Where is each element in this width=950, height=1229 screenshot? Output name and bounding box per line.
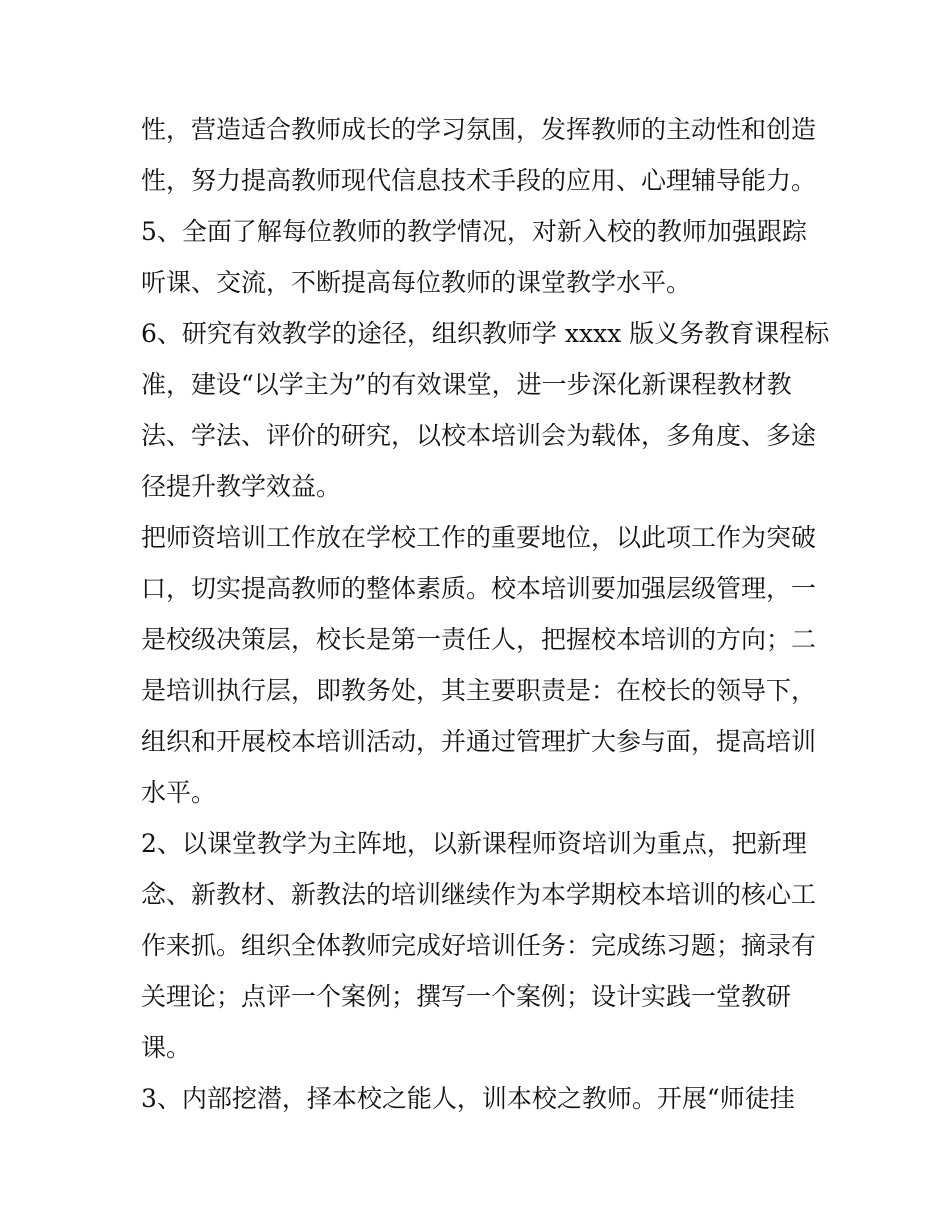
text-line-10: 口，切实提高教师的整体素质。校本培训要加强层级管理，一 [141,574,817,603]
text-line-7: 法、学法、评价的研究，以校本培训会为载体，多角度、多途 [141,421,817,450]
text-line-3: 5、全面了解每位教师的教学情况，对新入校的教师加强跟踪 [141,217,807,246]
text-line-18: 关理论；点评一个案例；撰写一个案例；设计实践一堂教研 [141,982,792,1011]
text-line-16: 念、新教材、新教法的培训继续作为本学期校本培训的核心工 [141,880,817,909]
text-line-19: 课。 [141,1033,192,1062]
text-line-20: 3、内部挖潜，择本校之能人，训本校之教师。开展“师徒挂 [141,1084,795,1113]
text-line-13: 组织和开展校本培训活动，并通过管理扩大参与面，提高培训 [141,727,817,756]
text-line-11: 是校级决策层，校长是第一责任人，把握校本培训的方向；二 [141,625,817,654]
document-body [141,104,830,1124]
text-line-6: 准，建设“以学主为”的有效课堂，进一步深化新课程教材教 [141,370,792,399]
text-line-9: 把师资培训工作放在学校工作的重要地位，以此项工作为突破 [141,523,817,552]
text-line-5: 6、研究有效教学的途径，组织教师学 xxxx 版义务教育课程标 [141,319,830,348]
text-line-1: 性，营造适合教师成长的学习氛围，发挥教师的主动性和创造 [141,115,817,144]
text-line-14: 水平。 [141,778,217,807]
text-line-8: 径提升教学效益。 [141,472,342,501]
text-line-15: 2、以课堂教学为主阵地，以新课程师资培训为重点，把新理 [141,829,807,858]
text-line-4: 听课、交流，不断提高每位教师的课堂教学水平。 [141,268,692,297]
text-line-12: 是培训执行层，即教务处，其主要职责是：在校长的领导下， [141,676,817,705]
text-line-17: 作来抓。组织全体教师完成好培训任务：完成练习题；摘录有 [141,931,817,960]
text-line-2: 性，努力提高教师现代信息技术手段的应用、心理辅导能力。 [141,166,817,195]
